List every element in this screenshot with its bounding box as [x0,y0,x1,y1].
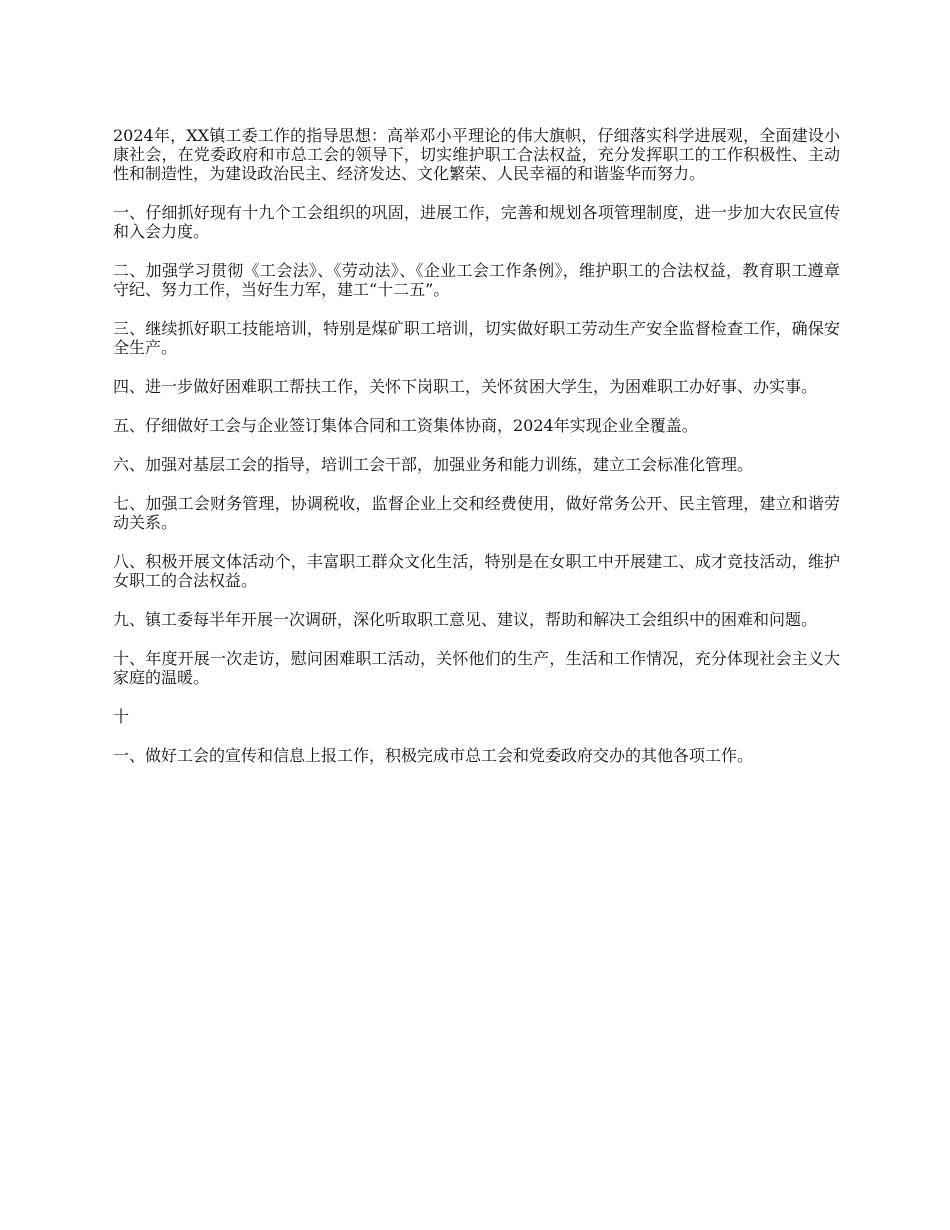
paragraph-item-10: 十、年度开展一次走访，慰问困难职工活动，关怀他们的生产，生活和工作情况，充分体现社会主义大家庭的温暖。 [113,649,840,687]
paragraph-item-4: 四、进一步做好困难职工帮扶工作，关怀下岗职工，关怀贫困大学生，为困难职工办好事、办实事。 [113,377,818,396]
paragraph-item-2: 二、加强学习贯彻《工会法》、《劳动法》、《企业工会工作条例》，维护职工的合法权益，教育职工遵章守纪、努力工作，当好生力军，建工“十二五”。 [113,261,840,299]
paragraph-item-11-number: 十 [113,707,130,726]
paragraph-item-9: 九、镇工委每半年开展一次调研，深化听取职工意见、建议，帮助和解决工会组织中的困难和问题。 [113,610,818,629]
paragraph-item-3: 三、继续抓好职工技能培训，特别是煤矿职工培训，切实做好职工劳动生产安全监督检查工作，确保安全生产。 [113,319,840,357]
document-body [113,126,840,785]
paragraph-item-11: 一、做好工会的宣传和信息上报工作，积极完成市总工会和党委政府交办的其他各项工作。 [113,746,754,765]
paragraph-item-7: 七、加强工会财务管理，协调税收，监督企业上交和经费使用，做好常务公开、民主管理，建立和谐劳动关系。 [113,494,840,532]
paragraph-item-1: 一、仔细抓好现有十九个工会组织的巩固，进展工作，完善和规划各项管理制度，进一步加大农民宣传和入会力度。 [113,203,840,241]
paragraph-item-8: 八、积极开展文体活动个，丰富职工群众文化生活，特别是在女职工中开展建工、成才竞技活动，维护女职工的合法权益。 [113,552,840,590]
paragraph-item-6: 六、加强对基层工会的指导，培训工会干部，加强业务和能力训练，建立工会标准化管理。 [113,455,754,474]
paragraph-intro: 2024年，XX镇工委工作的指导思想：高举邓小平理论的伟大旗帜，仔细落实科学进展观，全面建设小康社会，在党委政府和市总工会的领导下，切实维护职工合法权益，充分发挥职工的工作积极性、主动性和制造性，为建设政治民主、经济发达、文化繁荣、人民幸福的和谐鉴华而努力。 [113,126,840,183]
paragraph-item-5: 五、仔细做好工会与企业签订集体合同和工资集体协商，2024年实现企业全覆盖。 [113,416,698,435]
